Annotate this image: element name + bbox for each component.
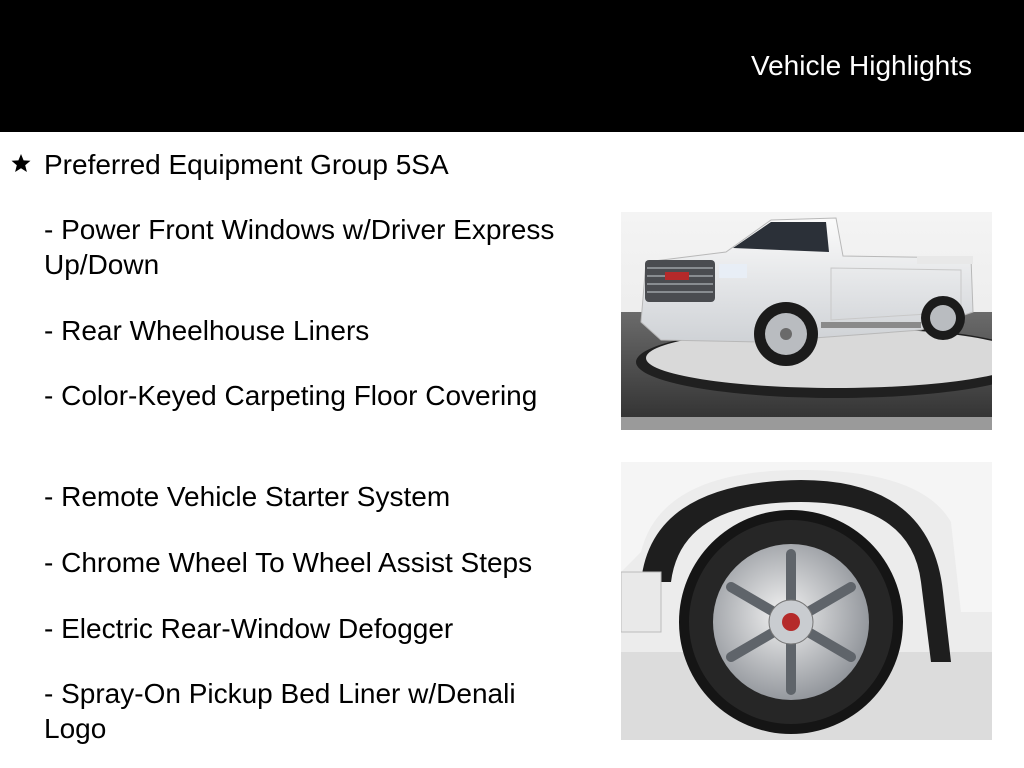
feature-item: - Chrome Wheel To Wheel Assist Steps <box>44 547 533 578</box>
truck-photo <box>621 212 992 430</box>
feature-item: - Electric Rear-Window Defogger <box>44 613 454 644</box>
feature-item: - Rear Wheelhouse Liners <box>44 315 370 346</box>
star-icon <box>11 153 31 173</box>
page-title: Vehicle Highlights <box>750 50 972 81</box>
feature-item: - Remote Vehicle Starter System <box>44 481 451 512</box>
equipment-group-title: Preferred Equipment Group 5SA <box>44 149 449 180</box>
feature-item: - Color-Keyed Carpeting Floor Covering <box>44 380 538 411</box>
header-bar <box>0 0 1024 132</box>
feature-list <box>0 132 600 768</box>
feature-item: - Spray-On Pickup Bed Liner w/Denali Logo <box>44 678 516 744</box>
feature-item: - Power Front Windows w/Driver Express Up/Down <box>44 214 555 280</box>
wheel-photo <box>621 462 992 740</box>
